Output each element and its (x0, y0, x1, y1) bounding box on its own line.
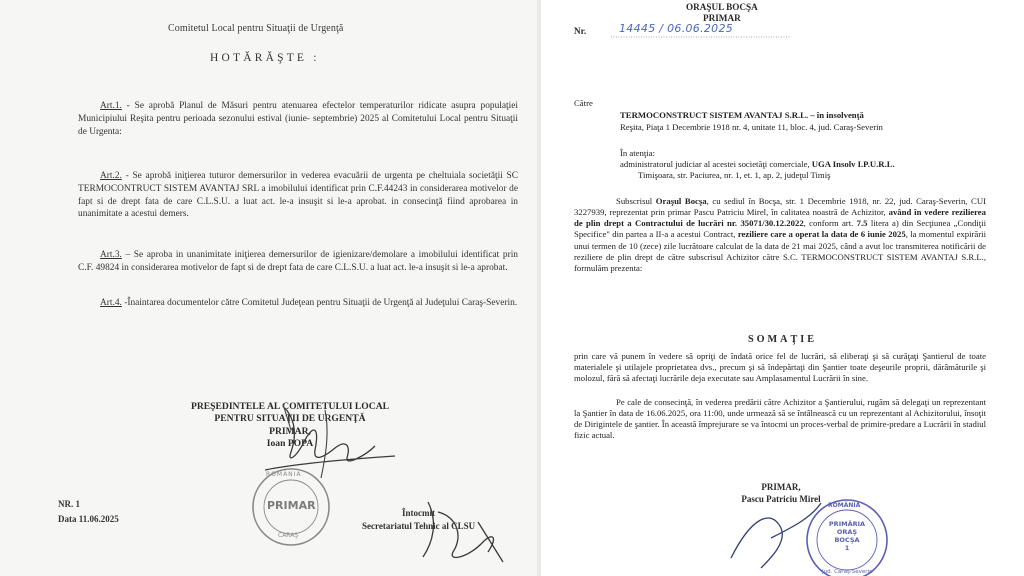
decision-title: HOTĂRĂŞTE : (210, 52, 320, 64)
body-termination-date: reziliere care a operat la data de 6 iunie 2025 (737, 229, 906, 240)
stamp-center-text: PRIMAR (267, 499, 316, 512)
signature-line-4: Ioan POPA (266, 438, 314, 450)
delegate-paragraph: Pe cale de consecinţă, în vederea predării către Achizitor a Şantierului, rugăm să delegaţi un reprezentant la Şantier în data de 16.06.2025, ora 11:00, unde urmează să se întâlnească cu un reprezentant al Achizitorului, însoţit de Dirigintele de şantier. În această împrejurare se va întocmi un proces-verbal de primire-predare a Lucrării în stadiul fizic actual. (574, 397, 986, 441)
article-label: Art.4. (100, 298, 122, 308)
administrator-line (620, 159, 895, 170)
committee-header: Comitetul Local pentru Situaţii de Urgenţă (168, 23, 344, 34)
stamp-outer-text: ROMÂNIA (828, 502, 861, 509)
registration-block (58, 497, 119, 527)
body-paragraph (574, 196, 986, 274)
stamp-bottom-text: CARAŞ (278, 532, 299, 539)
body-part: , la momentul expirării unui termen de 10 (zece) zile lucrătoare calculat de la data de 21 mai 2025, când a avut loc transmiterea notificării de reziliere de plin drept de către subscrisul Achizitor către S.C. TERMOCONSTRUCT SISTEM AVANTAJ S.R.L., formulăm prezenta: (574, 229, 986, 273)
article-2 (78, 170, 518, 221)
body-article-number: 7.5 (856, 218, 868, 229)
article-4 (78, 297, 518, 310)
administrator-name: UGA Insolv I.P.U.R.L. (811, 159, 895, 169)
stamp-line: 1 (844, 544, 850, 553)
article-label: Art.1. (100, 101, 122, 111)
body-contract-reference: având în vedere rezilierea de plin drept a Contractului de lucrări nr. 35071/30.12.2022 (574, 207, 986, 229)
mayor-title: PRIMAR, (761, 482, 801, 492)
stamp-center (804, 520, 890, 553)
article-text: - Se aprobă iniţierea tuturor demersurilor in vederea evacuării de urgenta pe cheltuiala societăţii SC TERMOCONTRUCT SISTEM AVANTAJ SRL a imobilului identificat prin C.F.44243 in considerarea motivelor de fapt si de drept fata de care C.L.S.U. a luat act. le-a insuşit si le-a aprobat. in consecinţă fiind aprobarea in unanimitate a acestui demers. (78, 171, 518, 220)
administrator-address: Timişoara, str. Paciurea, nr. 1, et. 1, ap. 2, judeţul Timiş (638, 170, 831, 180)
somatie-paragraph: prin care vă punem în vedere să opriţi de îndată orice fel de lucrări, să eliberaţi şi să curăţaţi Şantierul de toate materialele şi utilajele proprietatea dvs., precum şi să îndepărtaţi din Şantier toate deşeurile proprii, dărâmăturile şi molozul, fără să afectaţi lucrările deja executate sau Amplasamentul Lucrării în sine. (574, 351, 986, 384)
number-label: Nr. (574, 26, 587, 36)
right-document (541, 0, 1024, 576)
body-part: Subscrisul (616, 196, 653, 206)
signature-line-3: PRIMAR, (269, 425, 311, 437)
stamp-bottom-text: Jud. Caraş-Severin (822, 569, 873, 575)
article-text: -Înaintarea documentelor către Comitetul Judeţean pentru Situaţii de Urgenţă al Judeţului Caraş-Severin. (121, 298, 518, 308)
city-role: PRIMAR (702, 13, 741, 24)
article-1 (78, 100, 518, 138)
body-part: , cu sediul în Bocşa, str. 1 Decembrie 1918, nr. 22, jud. Caraş-Severin, CUI 3227939, reprezentat prin primar Pascu Patriciu Mirel, în calitatea noastră de Achizitor, (574, 196, 986, 218)
stamp-outer-text: ROMÂNIA (266, 471, 302, 478)
mayor-name: Pascu Patriciu Mirel (741, 493, 821, 504)
signature-line-2: PENTRU SITUAŢII DE URGENŢĂ (214, 413, 366, 425)
body-part: litera a) din Secţiunea „Condiţii Specifice" din partea a II-a a acestui Contract, (574, 218, 987, 240)
recipient-address: Reşita, Piaţa 1 Decembrie 1918 nr. 4, unitate 11, bloc. 4, jud. Caraş-Severin (620, 122, 883, 132)
stamp-line: BOCŞA (834, 536, 860, 545)
secretariat-line-1: Întocmit (402, 508, 436, 518)
somatie-title: SOMAŢIE (747, 334, 818, 345)
body-city: Oraşul Bocşa (655, 196, 707, 206)
to-label: Către (574, 98, 593, 108)
stamp-line: ORAŞ (836, 528, 858, 537)
article-3 (78, 249, 518, 275)
primar-stamp (250, 466, 332, 548)
signature-line-1: PREŞEDINTELE AL COMITETULUI LOCAL (190, 401, 390, 412)
handwritten-number: 14445 / 06.06.2025 (619, 22, 734, 35)
secretariat-line-2: Secretariatul Tehnic al CLSU (362, 521, 476, 532)
city-header (686, 2, 758, 24)
article-text: - Se aprobă Planul de Măsuri pentru atenuarea efectelor temperaturilor ridicate asupra populaţiei Municipiului Reşita pentru perioada sezonului estival (iunie- septembrie) 2025 al Comitetului Local pentru Situaţii de Urgenta: (78, 101, 518, 137)
article-label: Art.3. (100, 250, 122, 260)
attention-label: În atenţia: (620, 148, 655, 158)
number-underline (611, 36, 791, 39)
registration-number: NR. 1 (58, 499, 80, 509)
registration-date: Data 11.06.2025 (58, 513, 119, 524)
article-text: – Se aproba in unanimitate iniţierea demersurilor de igienizare/demolare a imobilului identificat prin C.F. 49824 in considerarea motivelor de fapt si de drept fata de care C.L.S.U. a luat act. le-a insuşit si le-a aprobat. (78, 250, 518, 273)
stamp-line: PRIMĂRIA (828, 520, 866, 528)
city-name: ORAŞUL BOCŞA (686, 2, 758, 12)
body-part: , conform art. (803, 218, 854, 229)
administrator-prefix: administratorul judiciar al acestei societăţi comerciale, (620, 159, 810, 169)
recipient-name: TERMOCONSTRUCT SISTEM AVANTAJ S.R.L. – în insolvenţă (620, 110, 864, 120)
secretariat-signature (408, 492, 518, 572)
city-hall-stamp (804, 497, 890, 576)
article-label: Art.2. (100, 171, 122, 181)
